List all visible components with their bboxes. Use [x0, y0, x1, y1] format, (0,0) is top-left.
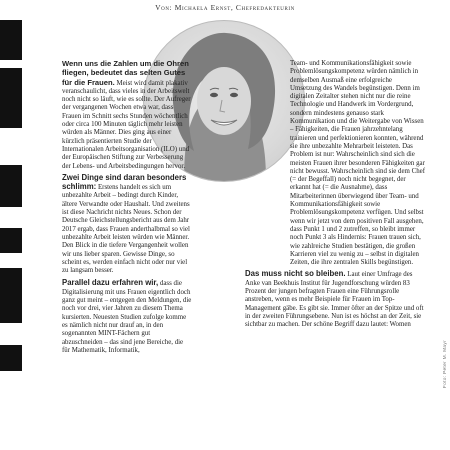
- paragraph-1: [62, 60, 192, 171]
- paragraph-1-text: Meist wird damit plakativ veranschaulicht, dass vieles in der Arbeitswelt noch nicht so läuft, wie es sollte. Der Aufreger der vergangenen Wochen etwa war, dass Frauen im Schnitt sechs Stunden wöchentlich oder circa 100 Minuten täglich mehr leisten würden als Männer. Dies ging aus einer kürzlich präsentierten Studie der Internationalen Arbeitsorganisation (ILO) und der Europäischen Stiftung zur Verbesserung der Lebens- und Arbeitsbedingungen hervor.: [62, 79, 191, 170]
- decorative-bar-5: [0, 268, 22, 323]
- right-column: [245, 60, 425, 330]
- paragraph-4: [245, 60, 425, 267]
- decorative-bar-3: [0, 165, 22, 207]
- decorative-bar-2: [0, 68, 22, 128]
- paragraph-3-text: dass die Digitalisierung mit uns Frauen eigentlich doch ganz gut meint – entgegen den Meldungen, die noch vor drei, vier Jahren zu diesem Thema kursierten. Neuesten Studien zufolge komme es nämlich nicht nur drauf an, in den sogenannten MINT-Fächern gut abzuschneiden – das sind jene Bereiche, die für Mathematik, Informatik,: [62, 280, 192, 354]
- subheading-2: Parallel dazu erfahren wir,: [62, 278, 159, 288]
- paragraph-5: [245, 270, 425, 329]
- subheading-1: Zwei Dinge sind daran besonders schlimm:: [62, 172, 187, 192]
- paragraph-2-text: Erstens handelt es sich um unbezahlte Arbeit – bedingt durch Kinder, ältere Verwandte oder Haushalt. Und zweitens ist diese Nachricht nichts Neues. Schon der Deutsche Gleichstellungsbericht aus dem Jahr 2017 ergab, dass Frauen anderthalbmal so viel unbezahlte Arbeit leisten würden wie Männer. Den Blick in die tiefere Vergangenheit wollen wir uns lieber sparen. Gewisse Dinge, so scheint es, werden einfach nicht oder nur viel zu langsam besser.: [62, 184, 190, 275]
- byline: Von: Michaela Ernst, Chefredakteurin: [155, 3, 295, 12]
- paragraph-4-text: Team- und Kommunikationsfähigkeit sowie Problemlösungskompetenz würden nämlich in demselben Ausmaß eine erfolgreiche Umsetzung des Wandels begünstigen. Denn im digitalen Zeitalter stehen nicht nur die reine Technologie und Handwerk im Vordergrund, sondern mindestens genauso stark Kommunikation und die Weitergabe von Wissen – Fähigkeiten, die Frauen jahrzehntelang trainieren und perfektionieren konnten, während sie ihre unbezahlte Mehrarbeit leisteten. Das Problem ist nur: Wahrscheinlich sind sich die meisten Frauen ihrer besonderen Fähigkeiten gar nicht bewusst. Wahrscheinlich sind sie dem Chef (= der Begeffall) noch nicht begegnet, der erkannt hat (= die Ausnahme), dass Mitarbeiterinnen überwiegend über Team- und Kommunikationsfähigkeit sowie Problemlösungskompetenz verfügen. Und selbst wenn wir jetzt von dem positiven Fall ausgehen, dass Punkt 1 und 2 zutreffen, so bleibt immer noch Punkt 3 als Hindernis: Frauen trauen sich, wie zahlreiche Studien bestätigen, die großen Karrieren viel zu wenig zu – selbst in digitalen Zeiten, die ihre zentralen Skills begünstigen.: [290, 60, 425, 267]
- paragraph-3: [62, 279, 192, 355]
- paragraph-2: [62, 174, 192, 276]
- subheading-3: Das muss nicht so bleiben.: [245, 269, 346, 279]
- decorative-bar-1: [0, 20, 22, 60]
- paragraph-5-text: Laut einer Umfrage des Anke van Beekhuis Institut für Jugendforschung würden 83 Prozent der jungen befragten Frauen eine Führungsrolle anstreben, wenn es mehr Beispiele für Frauen im Top-Management gäbe. Es gibt sie. Immer öfter an der Spitze und oft in der zweiten Führungsebene. Nun ist es höchst an der Zeit, sie sichtbar zu machen. Der schöne Begriff dazu lautet: Women: [245, 271, 424, 329]
- decorative-bar-4: [0, 228, 22, 253]
- lede-text: Wenn uns die Zahlen um die Ohren fliegen, bedeutet das selten Gutes für die Frauen.: [62, 59, 189, 87]
- decorative-bar-6: [0, 345, 22, 371]
- photo-credit: Foto: Peter M. Mayr: [443, 340, 448, 389]
- left-column: [62, 60, 192, 355]
